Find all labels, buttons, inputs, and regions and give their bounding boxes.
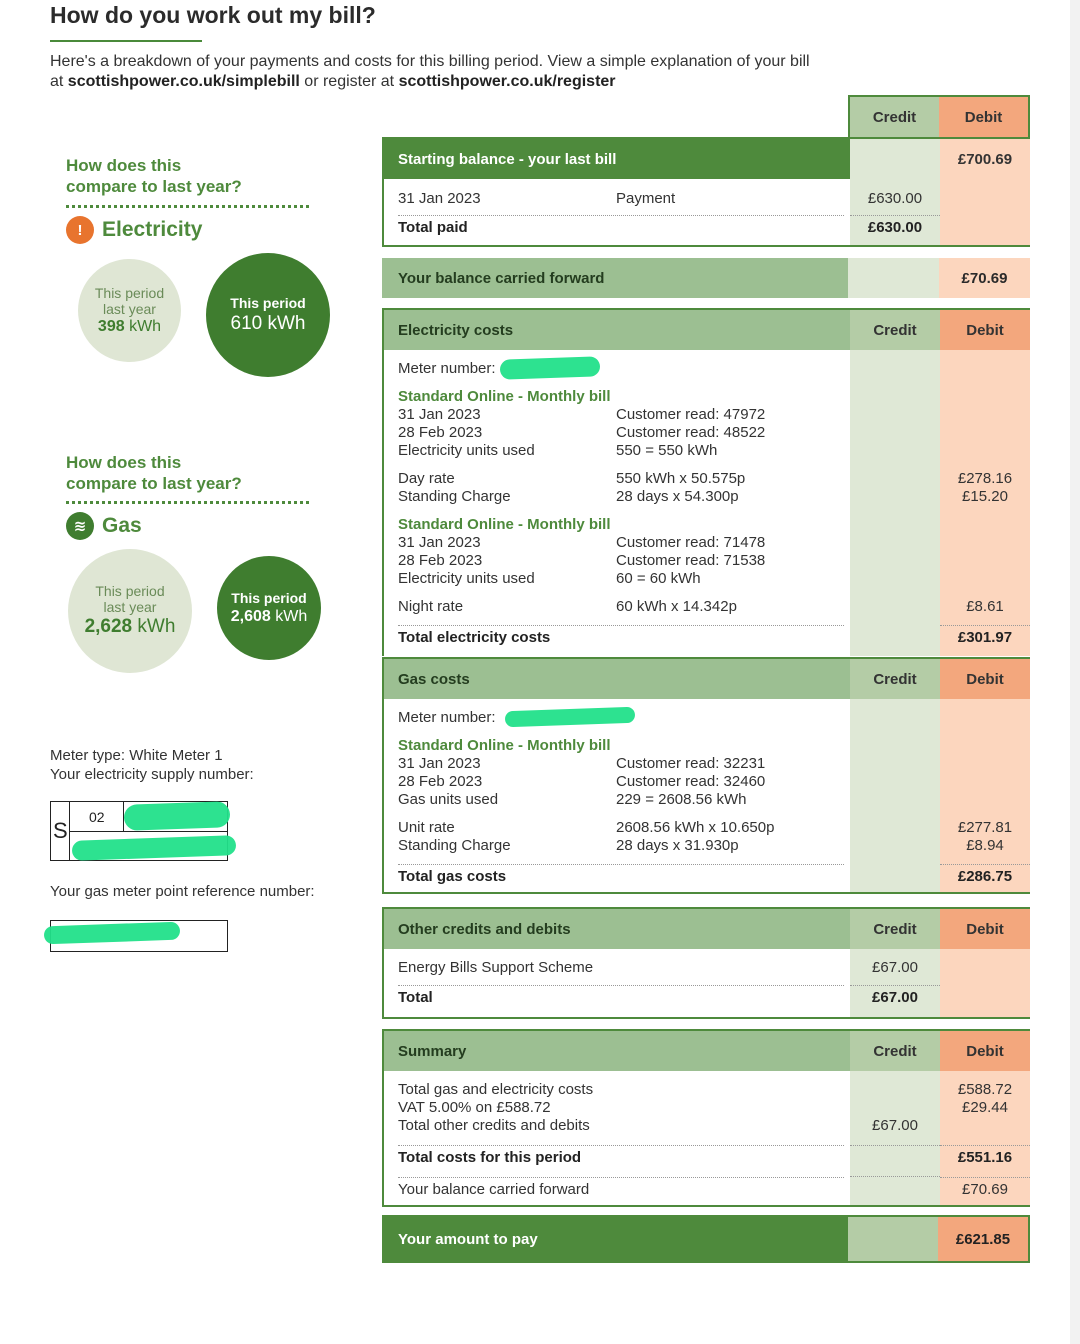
electricity-last-year-value: 398: [97, 317, 125, 335]
summary-carried-debit: £70.69: [940, 1177, 1030, 1199]
summary-carried-label: Your balance carried forward: [398, 1181, 590, 1198]
total-electricity-label: Total electricity costs: [398, 629, 551, 646]
read-value: Customer read: 48522: [616, 424, 766, 441]
units-used-label: Electricity units used: [398, 442, 535, 459]
amount-to-pay-label: Your amount to pay: [384, 1217, 848, 1261]
gas-electricity-total-debit: £588.72: [957, 1081, 1013, 1098]
gas-costs-table: [382, 657, 1030, 894]
read-date: 28 Feb 2023: [398, 424, 483, 441]
gas-this-period-value: 2,608: [230, 608, 271, 625]
page-title: How do you work out my bill?: [50, 2, 376, 28]
units-used-value: 550 = 550 kWh: [616, 442, 718, 459]
redaction-mark: [124, 801, 231, 831]
electricity-costs-table: [382, 308, 1030, 656]
compare-heading-line1: How does this: [66, 453, 182, 472]
gas-costs-header: [384, 659, 1028, 699]
charge-calc: 28 days x 54.300p: [616, 488, 739, 505]
total-gas-debit: £286.75: [940, 864, 1030, 886]
total-paid-label: Total paid: [398, 219, 468, 236]
this-period-label: This period: [230, 295, 306, 311]
other-total-credit: £67.00: [850, 985, 940, 1007]
this-period-label: This period: [231, 590, 307, 606]
support-scheme-credit: £67.00: [872, 959, 918, 976]
charge-label: Night rate: [398, 598, 464, 615]
gas-last-year-circle: [68, 549, 192, 673]
meter-type: Meter type: White Meter 1: [50, 747, 223, 764]
electricity-costs-header: [384, 310, 1028, 350]
read-value: Customer read: 32231: [616, 755, 766, 772]
electricity-this-period-circle: [206, 253, 330, 377]
last-year-line2: last year: [103, 300, 156, 317]
electricity-last-year-circle: [78, 259, 181, 362]
gas-ref-label: Your gas meter point reference number:: [50, 883, 315, 900]
supply-s-letter: S: [53, 818, 68, 843]
summary-row-label: Total gas and electricity costs: [398, 1081, 594, 1098]
read-date: 28 Feb 2023: [398, 773, 483, 790]
units-used-value: 60 = 60 kWh: [616, 570, 701, 587]
total-paid-credit: £630.00: [850, 215, 940, 237]
read-date: 31 Jan 2023: [398, 534, 481, 551]
vat-debit: £29.44: [962, 1099, 1008, 1116]
tariff-name: Standard Online - Monthly bill: [398, 388, 611, 405]
last-year-line2: last year: [103, 599, 157, 615]
units-used-label: Electricity units used: [398, 570, 535, 587]
period-total-label: Total costs for this period: [398, 1149, 582, 1166]
gas-costs-label: Gas costs: [384, 659, 850, 699]
amount-to-pay-bar: [382, 1215, 1030, 1263]
electricity-title: Electricity: [102, 218, 203, 241]
intro-pre: Here's a breakdown of your payments and costs for this billing period. View a simple explanation of your bill at: [50, 53, 810, 90]
starting-balance-label: Starting balance - your last bill: [384, 139, 850, 179]
register-link[interactable]: scottishpower.co.uk/register: [398, 73, 616, 90]
read-value: Customer read: 47972: [616, 406, 766, 423]
carried-forward-label: Your balance carried forward: [382, 258, 848, 298]
tariff-name: Standard Online - Monthly bill: [398, 516, 611, 533]
column-header: [848, 95, 1030, 137]
credit-column-header: Credit: [850, 659, 940, 699]
other-credits-table: [382, 907, 1030, 1019]
other-credits-label: Other credits and debits: [384, 909, 850, 949]
charge-label: Day rate: [398, 470, 455, 487]
support-scheme-label: Energy Bills Support Scheme: [398, 959, 594, 976]
summary-label: Summary: [384, 1031, 850, 1071]
period-total-debit: £551.16: [940, 1145, 1030, 1177]
supply-number-label: Your electricity supply number:: [50, 766, 254, 783]
summary-table: [382, 1029, 1030, 1207]
intro-text: [50, 52, 810, 92]
compare-heading-line1: How does this: [66, 156, 182, 175]
charge-calc: 550 kWh x 50.575p: [616, 470, 746, 487]
charge-label: Standing Charge: [398, 837, 511, 854]
last-year-line1: This period: [94, 284, 165, 301]
charge-label: Unit rate: [398, 819, 455, 836]
payment-credit: £630.00: [867, 190, 923, 207]
unit: kWh: [129, 317, 162, 335]
debit-column-header: Debit: [940, 909, 1030, 949]
read-value: Customer read: 32460: [616, 773, 766, 790]
read-date: 28 Feb 2023: [398, 552, 483, 569]
other-credits-header: [384, 909, 1028, 949]
unit: kWh: [275, 608, 308, 625]
other-total-label: Total: [398, 989, 433, 1006]
intro-mid: or register at: [299, 73, 399, 90]
other-credits-total-credit: £67.00: [872, 1117, 918, 1134]
flame-icon: ≋: [66, 512, 94, 540]
title-underline: [50, 40, 202, 42]
night-rate-debit: £8.61: [966, 598, 1004, 615]
unit: kWh: [137, 616, 176, 637]
total-electricity-debit: £301.97: [940, 625, 1030, 647]
gas-this-period-circle: [217, 556, 321, 660]
payment-date: 31 Jan 2023: [398, 190, 481, 207]
compare-heading-line2: compare to last year?: [66, 474, 242, 493]
charge-calc: 28 days x 31.930p: [616, 837, 739, 854]
units-used-label: Gas units used: [398, 791, 499, 808]
meter-number-label: Meter number:: [398, 709, 496, 726]
charge-label: Standing Charge: [398, 488, 511, 505]
summary-row-label: VAT 5.00% on £588.72: [398, 1099, 551, 1116]
gas-compare-heading: [66, 452, 242, 494]
summary-row-label: Total other credits and debits: [398, 1117, 590, 1134]
day-rate-debit: £278.16: [957, 470, 1013, 487]
page-edge: [1070, 0, 1080, 1344]
lightbulb-icon: !: [66, 216, 94, 244]
gas-title: Gas: [102, 514, 142, 537]
charge-calc: 60 kWh x 14.342p: [616, 598, 737, 615]
carried-forward-debit: £70.69: [939, 258, 1030, 298]
credit-column-header: Credit: [850, 97, 939, 137]
redaction-mark: [500, 356, 601, 379]
read-value: Customer read: 71538: [616, 552, 766, 569]
standing-charge-debit: £15.20: [962, 488, 1008, 505]
dotted-divider: [66, 205, 309, 208]
simplebill-link[interactable]: scottishpower.co.uk/simplebill: [67, 73, 300, 90]
debit-column-header: Debit: [940, 1031, 1030, 1071]
read-date: 31 Jan 2023: [398, 406, 481, 423]
gas-standing-charge-debit: £8.94: [966, 837, 1004, 854]
summary-header: [384, 1031, 1028, 1071]
charge-calc: 2608.56 kWh x 10.650p: [616, 819, 775, 836]
electricity-costs-label: Electricity costs: [384, 310, 850, 350]
balance-carried-forward-bar: [382, 258, 1030, 298]
amount-to-pay-debit: £621.85: [938, 1217, 1028, 1261]
supply-code: 02: [89, 809, 105, 825]
dotted-divider: [66, 501, 309, 504]
unit: kWh: [267, 313, 306, 334]
total-gas-label: Total gas costs: [398, 868, 507, 885]
gas-label: [66, 512, 142, 540]
credit-column-header: Credit: [850, 310, 940, 350]
meter-info: [50, 746, 254, 784]
debit-column-header: Debit: [940, 310, 1030, 350]
starting-balance-table: [382, 137, 1030, 247]
credit-column-header: Credit: [850, 1031, 940, 1071]
tariff-name: Standard Online - Monthly bill: [398, 737, 611, 754]
last-year-line1: This period: [95, 583, 165, 599]
electricity-this-period-value: 610: [230, 313, 263, 334]
gas-last-year-value: 2,628: [84, 616, 133, 637]
electricity-compare-heading: [66, 155, 242, 197]
meter-number-label: Meter number:: [398, 360, 496, 377]
compare-heading-line2: compare to last year?: [66, 177, 242, 196]
read-date: 31 Jan 2023: [398, 755, 481, 772]
starting-balance-header: [384, 139, 1028, 179]
read-value: Customer read: 71478: [616, 534, 766, 551]
credit-cell: [850, 139, 940, 179]
units-used-value: 229 = 2608.56 kWh: [616, 791, 747, 808]
unit-rate-debit: £277.81: [957, 819, 1013, 836]
debit-column-header: Debit: [939, 97, 1028, 137]
electricity-label: [66, 216, 202, 244]
credit-column-header: Credit: [850, 909, 940, 949]
payment-label: Payment: [616, 190, 676, 207]
starting-balance-debit: £700.69: [940, 139, 1030, 179]
debit-column-header: Debit: [940, 659, 1030, 699]
